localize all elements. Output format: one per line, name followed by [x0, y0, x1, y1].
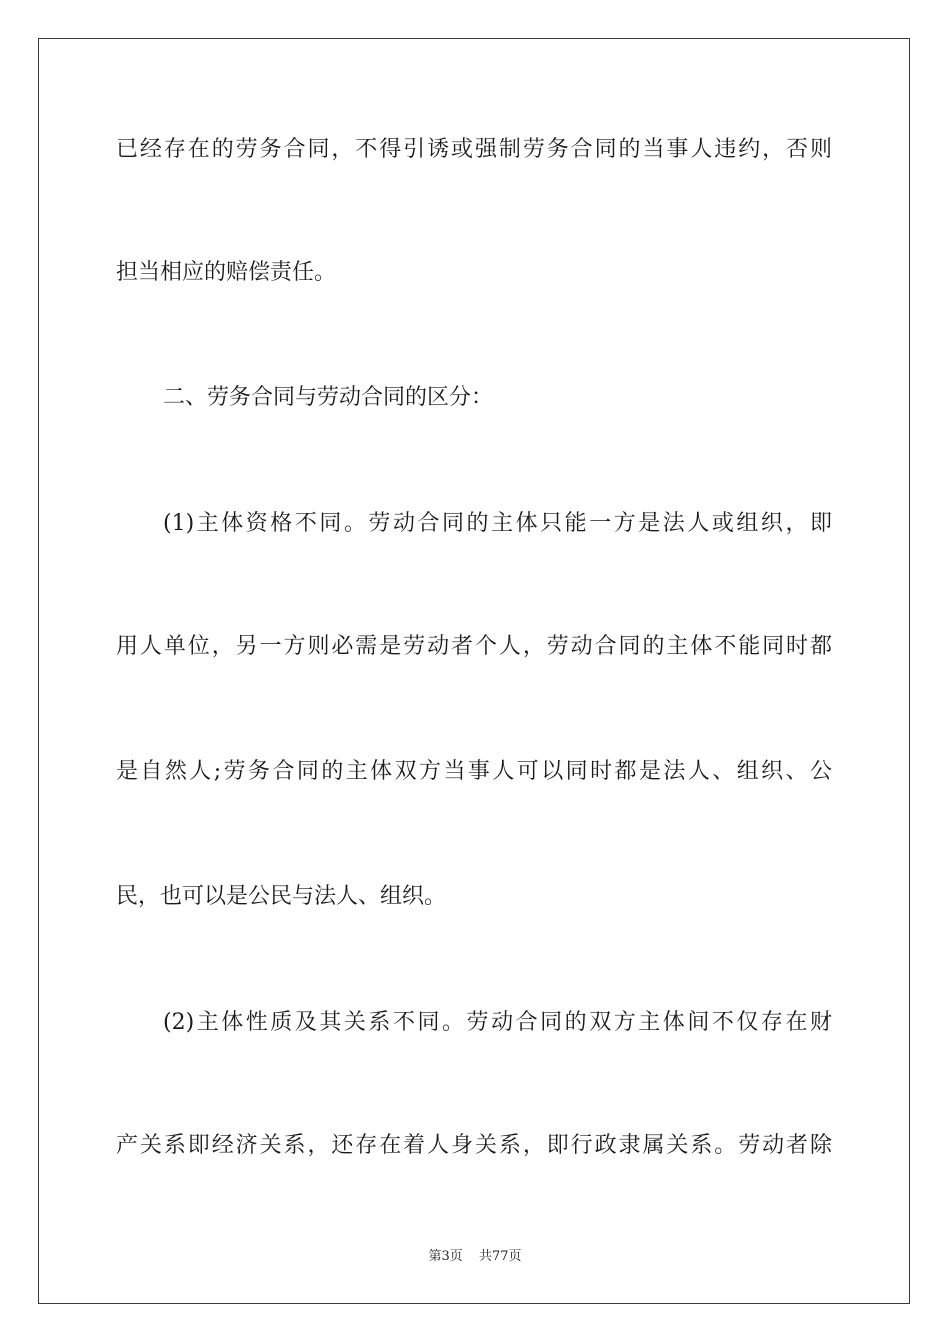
body-text-line: 产关系即经济关系，还存在着人身关系，即行政隶属关系。劳动者除: [116, 1133, 832, 1158]
body-text-line: 已经存在的劳务合同，不得引诱或强制劳务合同的当事人违约，否则: [116, 137, 832, 162]
body-text-line: (1)主体资格不同。劳动合同的主体只能一方是法人或组织，即: [163, 511, 832, 536]
body-text-line: 担当相应的赔偿责任。: [116, 260, 337, 285]
body-text-line: (2)主体性质及其关系不同。劳动合同的双方主体间不仅存在财: [163, 1010, 832, 1035]
body-text-line: 用人单位，另一方则必需是劳动者个人，劳动合同的主体不能同时都: [116, 634, 832, 659]
body-text-line: 是自然人;劳务合同的主体双方当事人可以同时都是法人、组织、公: [116, 759, 832, 784]
section-heading: 二、劳务合同与劳动合同的区分：: [163, 385, 494, 410]
page-footer: [0, 1245, 950, 1264]
page-number: 第3页: [428, 1249, 463, 1264]
page-total: 共77页: [478, 1249, 522, 1264]
body-text-line: 民，也可以是公民与法人、组织。: [116, 884, 447, 909]
page-border: [38, 38, 910, 1304]
